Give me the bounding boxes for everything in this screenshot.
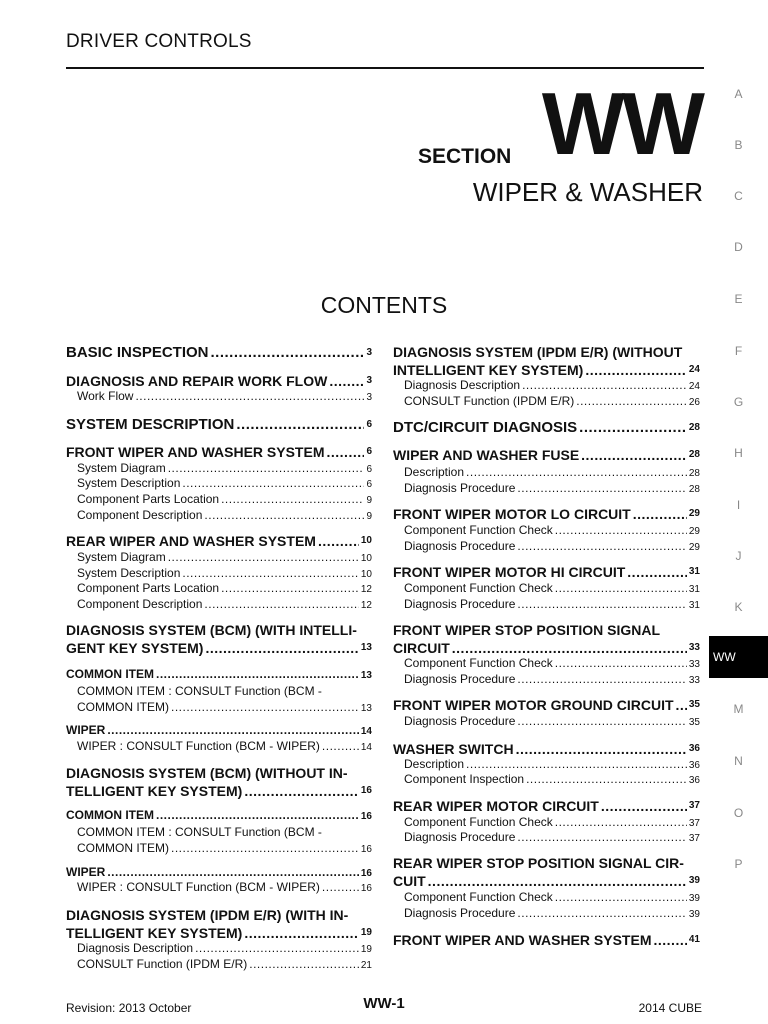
- toc-entry-label: TELLIGENT KEY SYSTEM): [66, 783, 243, 799]
- toc-entry[interactable]: [393, 815, 700, 829]
- toc-entry-label: Diagnosis Procedure: [404, 830, 516, 844]
- toc-entry-label: COMMON ITEM: [66, 808, 154, 822]
- toc-entry[interactable]: [393, 597, 700, 611]
- toc-page-number: 36: [688, 775, 700, 786]
- toc-entry-label: FRONT WIPER MOTOR GROUND CIRCUIT: [393, 697, 674, 713]
- header-rule: [66, 67, 704, 69]
- toc-entry-label: Work Flow: [77, 389, 134, 403]
- leader-dots: [135, 389, 364, 403]
- leader-dots: [156, 667, 359, 681]
- leader-dots: [211, 344, 365, 362]
- side-tab-g[interactable]: G: [733, 395, 744, 409]
- toc-page-number: 39: [688, 893, 700, 904]
- toc-entry-label: Diagnosis Description: [77, 941, 194, 955]
- toc-entry[interactable]: [393, 539, 700, 553]
- toc-entry-label: Component Function Check: [404, 890, 553, 904]
- leader-dots: [322, 880, 359, 894]
- side-tab-n[interactable]: N: [734, 754, 743, 768]
- leader-dots: [204, 597, 358, 611]
- toc-entry[interactable]: [393, 757, 700, 771]
- toc-page-number: 33: [688, 659, 700, 670]
- toc-entry[interactable]: [393, 890, 700, 904]
- toc-entry[interactable]: [66, 597, 372, 611]
- leader-dots: [555, 815, 687, 829]
- toc-page-number: 29: [688, 542, 700, 553]
- side-tab-e[interactable]: E: [734, 292, 743, 306]
- leader-dots: [517, 597, 686, 611]
- leader-dots: [579, 419, 687, 437]
- leader-dots: [156, 808, 359, 822]
- side-tab-c[interactable]: C: [734, 189, 743, 203]
- toc-entry-label: Description: [404, 465, 465, 479]
- toc-entry[interactable]: [66, 550, 372, 564]
- toc-page-number: 28: [688, 449, 700, 460]
- toc-entry[interactable]: [66, 906, 372, 942]
- toc-entry-label-line1: DIAGNOSIS SYSTEM (BCM) (WITH INTELLI-: [66, 622, 357, 638]
- toc-page-number: 3: [366, 392, 372, 403]
- leader-dots: [517, 906, 686, 920]
- leader-dots: [517, 714, 686, 728]
- toc-entry-label: System Description: [77, 566, 181, 580]
- toc-page-number: 13: [360, 642, 372, 653]
- toc-entry[interactable]: [393, 523, 700, 537]
- toc-entry-label: Component Function Check: [404, 581, 553, 595]
- toc-entry[interactable]: [66, 492, 372, 506]
- leader-dots: [676, 696, 687, 714]
- leader-dots: [555, 581, 687, 595]
- leader-dots: [627, 563, 687, 581]
- contents-heading: CONTENTS: [320, 292, 448, 318]
- leader-dots: [168, 461, 365, 475]
- side-tab-f[interactable]: F: [734, 344, 743, 358]
- toc-entry-label: Description: [404, 757, 465, 771]
- leader-dots: [329, 372, 364, 390]
- leader-dots: [633, 505, 687, 523]
- leader-dots: [327, 443, 365, 461]
- toc-page-number: 10: [360, 569, 372, 580]
- toc-entry-label: CONSULT Function (IPDM E/R): [77, 957, 248, 971]
- toc-entry[interactable]: [66, 941, 372, 955]
- leader-dots: [516, 740, 687, 758]
- section-title: WIPER & WASHER: [472, 177, 703, 207]
- toc-page-number: 6: [366, 446, 372, 457]
- toc-page-number: 36: [688, 760, 700, 771]
- toc-entry-label: WIPER: [66, 723, 106, 737]
- side-tab-p[interactable]: P: [734, 857, 743, 871]
- leader-dots: [204, 508, 364, 522]
- toc-entry-label: Component Parts Location: [77, 492, 220, 506]
- leader-dots: [171, 841, 359, 855]
- toc-page-number: 3: [366, 347, 372, 358]
- leader-dots: [249, 957, 359, 971]
- leader-dots: [107, 723, 359, 737]
- toc-entry[interactable]: [393, 797, 700, 815]
- leader-dots: [555, 890, 687, 904]
- toc-entry[interactable]: [393, 854, 700, 890]
- leader-dots: [182, 566, 359, 580]
- toc-page-number: 33: [688, 675, 700, 686]
- leader-dots: [168, 550, 359, 564]
- leader-dots: [221, 581, 359, 595]
- leader-dots: [601, 797, 687, 815]
- toc-entry-label: Diagnosis Procedure: [404, 539, 516, 553]
- toc-entry-label-line1: FRONT WIPER STOP POSITION SIGNAL: [393, 622, 661, 638]
- toc-entry[interactable]: [393, 481, 700, 495]
- leader-dots: [195, 941, 359, 955]
- toc-entry[interactable]: [66, 865, 372, 879]
- toc-entry[interactable]: [66, 823, 372, 855]
- toc-entry-label: WIPER AND WASHER FUSE: [393, 447, 580, 463]
- toc-entry[interactable]: [66, 581, 372, 595]
- toc-entry[interactable]: [393, 378, 700, 392]
- toc-entry-label: INTELLIGENT KEY SYSTEM): [393, 362, 584, 378]
- toc-page-number: 39: [688, 875, 700, 886]
- toc-entry[interactable]: [66, 532, 372, 550]
- leader-dots: [555, 523, 687, 537]
- toc-entry-label: DTC/CIRCUIT DIAGNOSIS: [393, 419, 578, 436]
- toc-entry-label: Component Function Check: [404, 815, 553, 829]
- leader-dots: [517, 539, 686, 553]
- toc-entry[interactable]: [66, 389, 372, 403]
- leader-dots: [205, 639, 358, 657]
- toc-entry-label: System Diagram: [77, 461, 166, 475]
- toc-page-number: 37: [688, 833, 700, 844]
- toc-entry[interactable]: [66, 461, 372, 475]
- toc-page-number: 33: [688, 642, 700, 653]
- section-code: WW: [541, 74, 702, 173]
- toc-entry[interactable]: [66, 739, 372, 753]
- leader-dots: [318, 532, 359, 550]
- toc-page-number: 39: [688, 909, 700, 920]
- toc-entry[interactable]: [66, 372, 372, 390]
- toc-page-number: 3: [366, 375, 372, 386]
- toc-entry-label: GENT KEY SYSTEM): [66, 640, 204, 656]
- leader-dots: [171, 700, 359, 714]
- toc-entry-label-line1: COMMON ITEM : CONSULT Function (BCM -: [77, 684, 322, 698]
- toc-page-number: 6: [366, 419, 372, 430]
- toc-entry-label: FRONT WIPER AND WASHER SYSTEM: [66, 444, 325, 460]
- toc-page-number: 31: [688, 584, 700, 595]
- toc-entry[interactable]: [393, 672, 700, 686]
- footer-page-id: WW-1: [363, 995, 405, 1012]
- footer-revision: Revision: 2013 October: [66, 1001, 192, 1015]
- toc-entry-label: DIAGNOSIS AND REPAIR WORK FLOW: [66, 373, 328, 389]
- toc-page-number: 28: [688, 422, 700, 433]
- toc-entry-label: COMMON ITEM: [66, 667, 154, 681]
- leader-dots: [576, 394, 687, 408]
- leader-dots: [517, 481, 686, 495]
- leader-dots: [221, 492, 364, 506]
- toc-entry-label: System Description: [77, 476, 181, 490]
- toc-entry-label: Component Description: [77, 508, 203, 522]
- toc-page-number: 12: [360, 584, 372, 595]
- side-tab-i[interactable]: I: [736, 498, 741, 512]
- toc-entry[interactable]: [393, 419, 700, 437]
- toc-page-number: 6: [366, 479, 372, 490]
- side-tab-a[interactable]: A: [734, 87, 743, 101]
- footer-model: 2014 CUBE: [638, 1001, 702, 1015]
- toc-page-number: 24: [688, 364, 700, 375]
- toc-entry-label: FRONT WIPER MOTOR LO CIRCUIT: [393, 506, 631, 522]
- toc-page-number: 41: [688, 934, 700, 945]
- toc-entry[interactable]: [66, 344, 372, 362]
- toc-entry[interactable]: [393, 343, 700, 379]
- toc-page-number: 28: [688, 468, 700, 479]
- leader-dots: [654, 931, 687, 949]
- toc-entry-label: Diagnosis Procedure: [404, 714, 516, 728]
- leader-dots: [244, 782, 359, 800]
- toc-entry-label-line1: COMMON ITEM : CONSULT Function (BCM -: [77, 825, 322, 839]
- toc-entry-label: BASIC INSPECTION: [66, 344, 209, 361]
- toc-entry-label: Component Function Check: [404, 656, 553, 670]
- toc-entry-label: REAR WIPER AND WASHER SYSTEM: [66, 533, 316, 549]
- toc-page-number: 24: [688, 381, 700, 392]
- toc-page-number: 6: [366, 464, 372, 475]
- toc-entry-label: Component Description: [77, 597, 203, 611]
- toc-page-number: 26: [688, 397, 700, 408]
- toc-entry[interactable]: [393, 394, 700, 408]
- leader-dots: [522, 378, 687, 392]
- toc-entry[interactable]: [66, 416, 372, 434]
- side-tab-k[interactable]: K: [734, 600, 743, 614]
- toc-entry[interactable]: [393, 621, 700, 657]
- toc-entry-label-line1: DIAGNOSIS SYSTEM (BCM) (WITHOUT IN-: [66, 765, 348, 781]
- toc-page-number: 29: [688, 526, 700, 537]
- toc-entry-label: Diagnosis Procedure: [404, 672, 516, 686]
- page-header-title: DRIVER CONTROLS: [66, 31, 252, 52]
- toc-page-number: 37: [688, 818, 700, 829]
- toc-entry-label: WIPER : CONSULT Function (BCM - WIPER): [77, 739, 320, 753]
- toc-entry[interactable]: [393, 505, 700, 523]
- toc-page-number: 16: [360, 868, 372, 879]
- toc-entry[interactable]: [66, 764, 372, 800]
- leader-dots: [244, 924, 359, 942]
- side-tab-d[interactable]: D: [734, 240, 743, 254]
- toc-entry-label: WIPER: [66, 865, 106, 879]
- leader-dots: [182, 476, 364, 490]
- toc-page-number: 16: [360, 785, 372, 796]
- toc-entry-label: CONSULT Function (IPDM E/R): [404, 394, 575, 408]
- toc-entry-label: CIRCUIT: [393, 640, 450, 656]
- toc-entry[interactable]: [66, 723, 372, 737]
- toc-page-number: 31: [688, 566, 700, 577]
- toc-entry-label-line1: DIAGNOSIS SYSTEM (IPDM E/R) (WITH IN-: [66, 907, 349, 923]
- toc-entry[interactable]: [66, 808, 372, 822]
- leader-dots: [466, 757, 687, 771]
- leader-dots: [452, 639, 687, 657]
- toc-entry-label: SYSTEM DESCRIPTION: [66, 416, 235, 433]
- toc-entry-label: Diagnosis Description: [404, 378, 521, 392]
- toc-page-number: 14: [360, 742, 372, 753]
- leader-dots: [236, 416, 364, 434]
- toc-page-number: 16: [360, 883, 372, 894]
- toc-page-number: 10: [360, 553, 372, 564]
- toc-page-number: 9: [366, 495, 372, 506]
- toc-entry[interactable]: [393, 465, 700, 479]
- toc-entry-label-line1: DIAGNOSIS SYSTEM (IPDM E/R) (WITHOUT: [393, 344, 683, 360]
- leader-dots: [517, 672, 686, 686]
- side-tab-ww[interactable]: WW: [709, 636, 768, 678]
- toc-entry[interactable]: [393, 696, 700, 714]
- toc-entry[interactable]: [66, 667, 372, 681]
- side-tab-m[interactable]: M: [733, 702, 744, 716]
- toc-entry-label-line1: REAR WIPER STOP POSITION SIGNAL CIR-: [393, 855, 684, 871]
- toc-entry[interactable]: [66, 880, 372, 894]
- section-word: SECTION: [418, 145, 512, 168]
- toc-page-number: 31: [688, 600, 700, 611]
- toc-entry-label: FRONT WIPER AND WASHER SYSTEM: [393, 932, 652, 948]
- toc-entry-label: CUIT: [393, 873, 426, 889]
- leader-dots: [585, 361, 687, 379]
- toc-entry-label: Diagnosis Procedure: [404, 481, 516, 495]
- side-tab-o[interactable]: O: [733, 806, 744, 820]
- toc-page-number: 10: [360, 535, 372, 546]
- toc-entry[interactable]: [66, 682, 372, 714]
- toc-page-number: 14: [360, 726, 372, 737]
- leader-dots: [526, 772, 687, 786]
- toc-entry[interactable]: [393, 906, 700, 920]
- leader-dots: [107, 865, 359, 879]
- toc-entry-label: COMMON ITEM): [77, 700, 169, 714]
- toc-entry[interactable]: [66, 566, 372, 580]
- leader-dots: [428, 872, 687, 890]
- toc-entry-label: System Diagram: [77, 550, 166, 564]
- toc-entry[interactable]: [393, 772, 700, 786]
- leader-dots: [581, 446, 687, 464]
- toc-page-number: 19: [360, 927, 372, 938]
- toc-entry[interactable]: [66, 443, 372, 461]
- toc-entry-label: REAR WIPER MOTOR CIRCUIT: [393, 798, 599, 814]
- toc-page-number: 9: [366, 511, 372, 522]
- toc-entry-label: Diagnosis Procedure: [404, 906, 516, 920]
- toc-entry-label: Component Parts Location: [77, 581, 220, 595]
- toc-page-number: 19: [360, 944, 372, 955]
- leader-dots: [322, 739, 359, 753]
- toc-entry-label: COMMON ITEM): [77, 841, 169, 855]
- toc-page-number: 35: [688, 699, 700, 710]
- toc-page-number: 28: [688, 484, 700, 495]
- toc-page-number: 16: [360, 844, 372, 855]
- toc-page-number: 12: [360, 600, 372, 611]
- side-tab-h[interactable]: H: [734, 446, 743, 460]
- toc-page-number: 13: [360, 703, 372, 714]
- toc-entry[interactable]: [393, 581, 700, 595]
- toc-page-number: 37: [688, 800, 700, 811]
- toc-entry-label: WASHER SWITCH: [393, 741, 514, 757]
- toc-page-number: 16: [360, 811, 372, 822]
- toc-entry[interactable]: [393, 830, 700, 844]
- toc-entry[interactable]: [393, 740, 700, 758]
- side-tab-j[interactable]: J: [735, 549, 742, 563]
- toc-entry[interactable]: [66, 476, 372, 490]
- toc-entry[interactable]: [393, 714, 700, 728]
- leader-dots: [466, 465, 687, 479]
- toc-entry[interactable]: [393, 446, 700, 464]
- toc-entry[interactable]: [393, 656, 700, 670]
- toc-entry[interactable]: [393, 563, 700, 581]
- toc-entry-label: Component Function Check: [404, 523, 553, 537]
- toc-page-number: 21: [360, 960, 372, 971]
- toc-page-number: 13: [360, 670, 372, 681]
- toc-entry[interactable]: [66, 957, 372, 971]
- side-tab-b[interactable]: B: [734, 138, 743, 152]
- leader-dots: [517, 830, 686, 844]
- toc-page-number: 35: [688, 717, 700, 728]
- toc-entry-label: Component Inspection: [404, 772, 525, 786]
- toc-page-number: 29: [688, 508, 700, 519]
- toc-entry-label: TELLIGENT KEY SYSTEM): [66, 925, 243, 941]
- toc-entry[interactable]: [66, 621, 372, 657]
- toc-page-number: 36: [688, 743, 700, 754]
- toc-entry-label: WIPER : CONSULT Function (BCM - WIPER): [77, 880, 320, 894]
- toc-entry[interactable]: [66, 508, 372, 522]
- toc-entry[interactable]: [393, 931, 700, 949]
- toc-entry-label: FRONT WIPER MOTOR HI CIRCUIT: [393, 564, 626, 580]
- toc-entry-label: Diagnosis Procedure: [404, 597, 516, 611]
- leader-dots: [555, 656, 687, 670]
